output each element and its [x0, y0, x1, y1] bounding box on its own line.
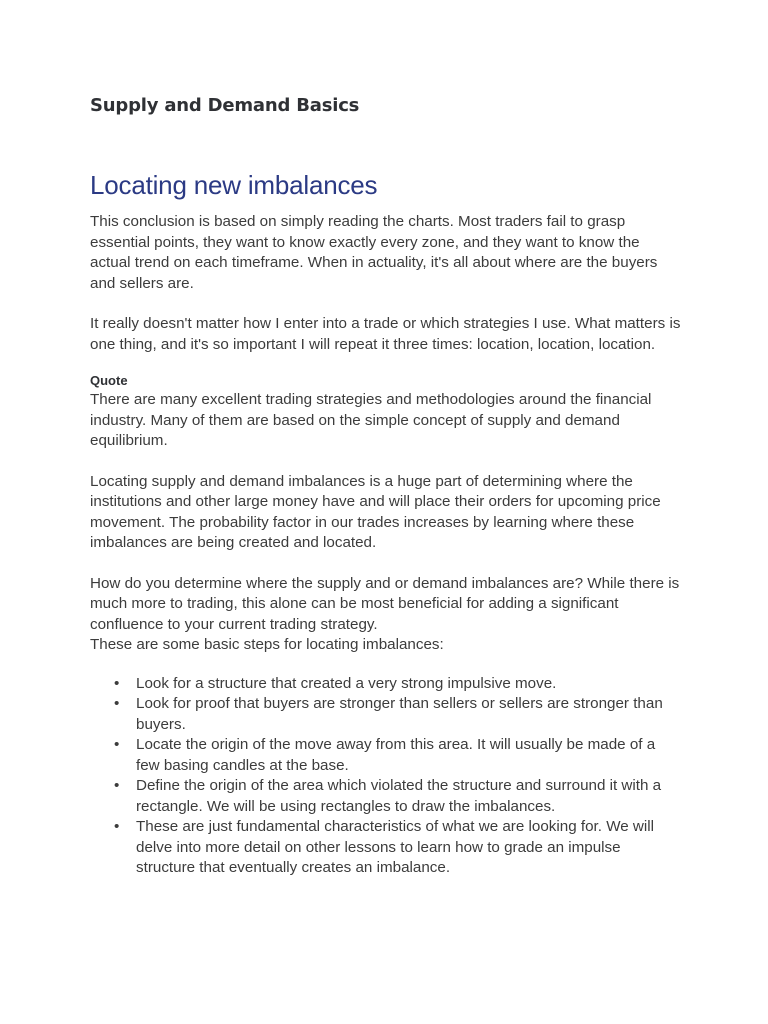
- section-heading: Locating new imbalances: [90, 170, 378, 200]
- list-item: [114, 776, 682, 817]
- quote-paragraph: Locating supply and demand imbalances is a huge part of determining where the institutions and other large money have and will place their orders for upcoming price movement. The probability factor in our trades increases by learning where these imbalances are being created and located.: [90, 472, 661, 551]
- document-title: Supply and Demand Basics: [90, 95, 360, 116]
- list-item: [114, 694, 682, 735]
- bullet-icon: •: [114, 777, 120, 794]
- quote-paragraph: There are many excellent trading strategies and methodologies around the financial industry. Many of them are based on the simple concept of supply and demand equilibrium.: [90, 391, 652, 449]
- steps-list: [90, 674, 682, 879]
- list-item: [114, 674, 682, 695]
- list-item: [114, 817, 682, 879]
- article-body: [90, 212, 682, 879]
- paragraph: It really doesn't matter how I enter into a trade or which strategies I use. What matters is one thing, and it's so important I will repeat it three times: location, location, location.: [90, 315, 681, 353]
- list-item-text: Look for proof that buyers are stronger than sellers or sellers are stronger than buyers.: [136, 695, 663, 733]
- bullet-icon: •: [114, 695, 120, 712]
- quote-paragraph: How do you determine where the supply and or demand imbalances are? While there is much more to trading, this alone can be most beneficial for adding a significant confluence to your current trading strategy.: [90, 574, 680, 633]
- list-item-text: Locate the origin of the move away from this area. It will usually be made of a few basing candles at the base.: [136, 736, 656, 774]
- bullet-icon: •: [114, 674, 120, 692]
- paragraph: This conclusion is based on simply reading the charts. Most traders fail to grasp essential points, they want to know exactly every zone, and they want to know the actual trend on each timeframe. When in actuality, it's all about where are the buyers and sellers are.: [90, 213, 658, 292]
- quote-paragraph: These are some basic steps for locating imbalances:: [90, 636, 444, 653]
- list-item-text: These are just fundamental characteristics of what we are looking for. We will delve into more detail on other lessons to learn how to grade an impulse structure that eventually creates an imbalance.: [136, 818, 655, 876]
- list-item: [114, 735, 682, 776]
- list-item-text: Look for a structure that created a very strong impulsive move.: [136, 674, 557, 692]
- bullet-icon: •: [114, 736, 120, 753]
- list-item-text: Define the origin of the area which violated the structure and surround it with a rectangle. We will be using rectangles to draw the imbalances.: [136, 777, 662, 815]
- document-page: [90, 92, 690, 876]
- bullet-icon: •: [114, 818, 120, 835]
- quote-label: Quote: [90, 373, 128, 388]
